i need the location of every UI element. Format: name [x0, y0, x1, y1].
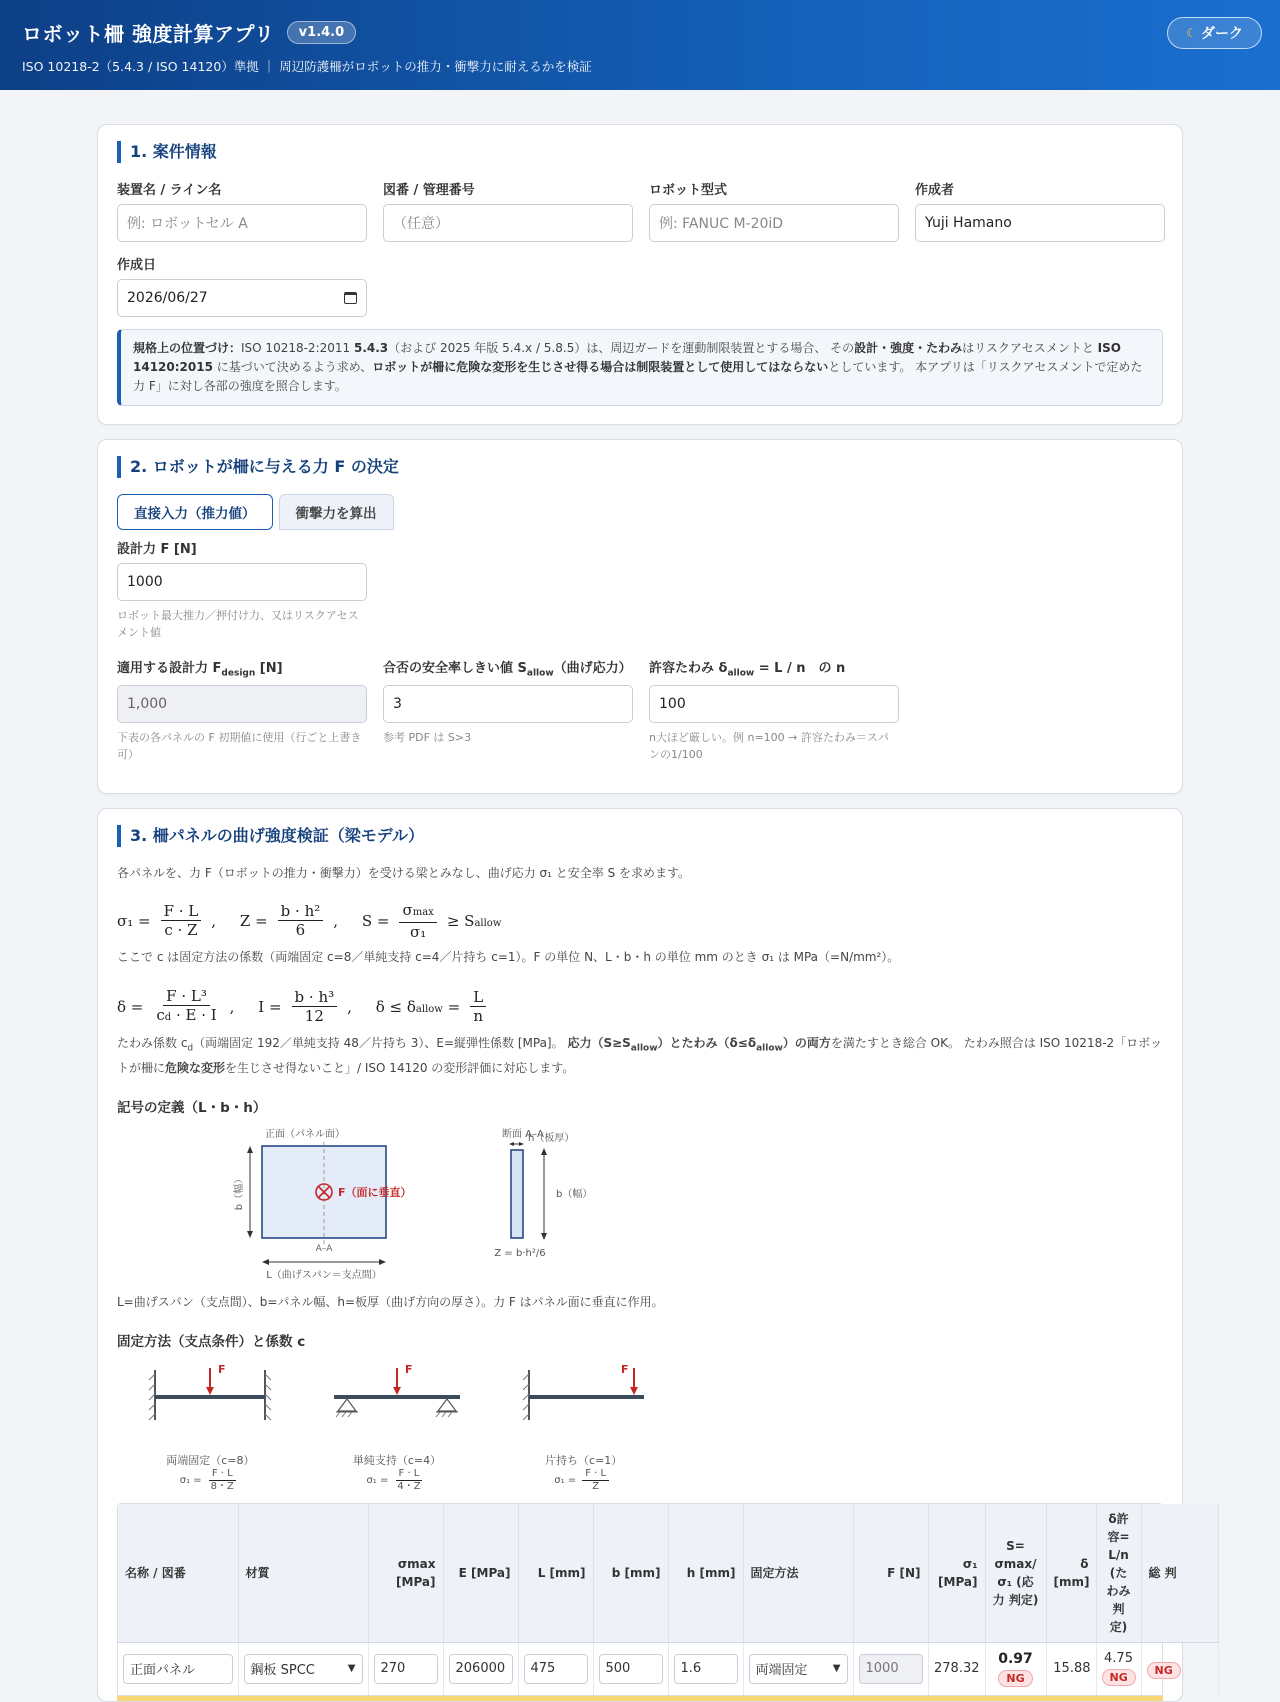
date-label: 作成日 [117, 258, 157, 273]
author-label: 作成者 [915, 183, 955, 198]
deflection-formula: δ = $\frac{\text{F · L³}}{cd \cdot E \cdot I}$ , I = $\frac{\text{b · h³}}{12}$ , δ ≤ δallow = $\frac{L}{n}$ [117, 987, 1163, 1027]
author-input[interactable]: Yuji Hamano [915, 204, 1165, 242]
deflection-label: 許容たわみ $\delta_{allow} = L / n$ の n [649, 661, 846, 679]
b-width-label: b（幅） [556, 1188, 593, 1200]
support-title: 固定方法（支点条件）と係数 c [117, 1333, 306, 1350]
col-safety: S= σmax/ σ₁ (応力 判定) [985, 1504, 1046, 1643]
z-formula-label: Z = b·h²/6 [494, 1247, 546, 1259]
standard-note: 規格上の位置づけ：ISO 10218-2:2011 5.4.3（および 2025 年版 5.4.x / 5.8.5）は、周辺ガードを運動制限装置とする場合、 その設計・強度・たわみはリスクアセスメントと ISO 14120:2015 に基づいて決めるよう求め、ロボットが柵に危険な変形を生じさせ得る場合は制限装置として使用してはならないとしています。 本アプリは「リスクアセスメントで定めた力 F」に対し各部の強度を照合します。 [117, 329, 1163, 406]
deflection-judge-badge: NG [1102, 1669, 1136, 1686]
safety-cell: 0.97 NG [985, 1642, 1046, 1695]
drawing-input[interactable]: （任意） [383, 204, 633, 242]
panel-table [117, 1503, 1177, 1696]
design-force-hint: ロボット最大推力／押付け力、又はリスクアセスメント値 [117, 609, 359, 639]
symbols-note: L=曲げスパン（支点間）、b=パネル幅、h=板厚（曲げ方向の厚さ）。力 F はパネル面に垂直に作用。 [117, 1294, 664, 1309]
chevron-down-icon: ▼ [347, 1663, 356, 1675]
b-input[interactable]: 500 [599, 1654, 663, 1684]
svg-text:F: F [620, 1362, 629, 1376]
support-fixed-fixed: F 両端固定（c=8） σ₁ = $\frac{F \cdot L}{8・Z}$ [117, 1360, 304, 1493]
section-view-label: 断面 A–A [502, 1128, 544, 1140]
panel-name-input[interactable]: 正面パネル [123, 1654, 233, 1684]
design-force-input[interactable]: 1000 [117, 563, 367, 601]
force-label: F（面に垂直） [338, 1185, 412, 1199]
safety-hint: 参考 PDF は S>3 [383, 730, 472, 744]
calendar-icon[interactable] [344, 292, 357, 304]
total-judge-badge: NG [1147, 1662, 1181, 1679]
section-title: 2. ロボットが柵に与える力 F の決定 [117, 456, 1163, 478]
robot-label: ロボット型式 [649, 183, 728, 198]
drawing-label: 図番 / 管理番号 [383, 183, 475, 198]
symbols-title: 記号の定義（L・b・h） [117, 1099, 267, 1116]
moon-icon: ☾ [1186, 26, 1197, 40]
col-fix: 固定方法 [743, 1504, 853, 1643]
device-label: 装置名 / ライン名 [117, 183, 222, 198]
col-delta-allow: δ許 容= L/n (た わみ 判 定) [1096, 1504, 1141, 1643]
col-b: b [mm] [593, 1504, 668, 1643]
date-input[interactable]: 2026/06/27 [117, 279, 367, 317]
app-header [0, 0, 1280, 90]
col-material: 材質 [238, 1504, 368, 1643]
col-total: 総 判 [1141, 1504, 1218, 1643]
aa-label: A–A [315, 1243, 333, 1254]
sigma1-value: 278.32 [928, 1642, 985, 1695]
device-input[interactable]: 例: ロボットセル A [117, 204, 367, 242]
front-view-label: 正面（パネル面） [265, 1128, 345, 1140]
applied-force-value: 1,000 [117, 685, 367, 723]
section-intro: 各パネルを、力 F（ロボットの推力・衝撃力）を受ける梁とみなし、曲げ応力 σ₁ と安全率 S を求めます。 [117, 865, 691, 880]
robot-input[interactable]: 例: FANUC M-20iD [649, 204, 899, 242]
formula-note-2: たわみ係数 $c_d$（両端固定 192／単純支持 48／片持ち 3）、E=縦弾性係数 [MPa]。 応力$(S\ge S_{allow})$とたわみ$(\delta\le\delta_{allow})$の両方を満たすとき総合 OK。 たわみ照合は ISO 10218-2「ロボットが柵に危険な変形を生じさせ得ないこと」/ ISO 14120 の変形評価に対応します。 [117, 1035, 1163, 1075]
tab-impact-calc[interactable]: 衝撃力を算出 [279, 494, 394, 530]
col-name: 名称 / 図番 [118, 1504, 238, 1643]
col-smax: σmax [MPa] [368, 1504, 443, 1643]
material-select[interactable]: 鋼板 SPCC ▼ [244, 1654, 363, 1684]
total-cell [1141, 1642, 1218, 1695]
l-input[interactable]: 475 [524, 1654, 588, 1684]
col-l: L [mm] [518, 1504, 593, 1643]
deflection-hint: n大ほど厳しい。例 n=100 → 許容たわみ＝スパンの1/100 [649, 730, 889, 761]
delta-value: 15.88 [1046, 1642, 1096, 1695]
col-f: F [N] [853, 1504, 928, 1643]
warning-strip [117, 1696, 1163, 1701]
col-h: h [mm] [668, 1504, 743, 1643]
b-width-vertical-label: b（幅） [234, 1173, 245, 1211]
h-thickness-label: h（板厚） [528, 1132, 575, 1144]
f-input[interactable]: 1000 [859, 1654, 923, 1684]
app-title: ロボット柵 強度計算アプリ [22, 22, 275, 46]
h-input[interactable]: 1.6 [674, 1654, 738, 1684]
fix-method-select[interactable]: 両端固定 ▼ [749, 1654, 848, 1684]
app-subtitle: ISO 10218-2（5.4.3 / ISO 14120）準拠 ｜ 周辺防護柵がロボットの推力・衝撃力に耐えるかを検証 [22, 59, 592, 74]
dark-mode-button[interactable]: ☾ ダーク [1167, 17, 1262, 49]
support-diagrams [117, 1360, 677, 1493]
svg-text:F: F [405, 1362, 413, 1376]
col-e: E [MPa] [443, 1504, 518, 1643]
e-input[interactable]: 206000 [449, 1654, 513, 1684]
chevron-down-icon: ▼ [832, 1663, 841, 1675]
formula-note-1: ここで c は固定方法の係数（両端固定 c=8／単純支持 c=4／片持ち c=1）。F の単位 N、L・b・h の単位 mm のとき σ₁ は MPa（=N/mm²）。 [117, 949, 900, 964]
force-card [97, 439, 1183, 794]
support-simple: F 単純支持（c=4） σ₁ = $\frac{F \cdot L}{4・Z}$ [304, 1360, 491, 1493]
smax-input[interactable]: 270 [374, 1654, 438, 1684]
applied-force-label: 適用する設計力 $F_{design}$ [N] [117, 661, 283, 679]
project-info-card [97, 124, 1183, 425]
design-force-label: 設計力 F [N] [117, 542, 197, 557]
symbols-diagram [172, 1126, 632, 1286]
section-title: 1. 案件情報 [117, 141, 1163, 163]
table-row [118, 1642, 1218, 1695]
stress-judge-badge: NG [998, 1670, 1032, 1687]
stress-formula: σ₁ = $\frac{F \cdot L}{c \cdot Z}$ , Z = $\frac{\text{b · h²}}{6}$ , S = $\frac{\sigma\max}{\text{σ₁}}$ ≥ Sallow [117, 900, 502, 941]
section-title: 3. 柵パネルの曲げ強度検証（梁モデル） [117, 825, 1163, 847]
span-label: L（曲げスパン＝支点間） [266, 1269, 382, 1281]
panel-section-view [511, 1150, 523, 1238]
tab-direct-input[interactable]: 直接入力（推力値） [117, 494, 273, 530]
safety-label: 合否の安全率しきい値 $S_{allow}$（曲げ応力） [383, 661, 632, 679]
col-sigma1: σ₁ [MPa] [928, 1504, 985, 1643]
panel-check-card [97, 808, 1183, 1702]
col-delta: δ [mm] [1046, 1504, 1096, 1643]
deflection-n-input[interactable]: 100 [649, 685, 899, 723]
svg-text:F: F [218, 1362, 226, 1376]
delta-allow-cell: 4.75 NG [1096, 1642, 1141, 1695]
applied-force-hint: 下表の各パネルの F 初期値に使用（行ごと上書き可） [117, 730, 362, 761]
support-cantilever: F 片持ち（c=1） σ₁ = $\frac{F \cdot L}{Z}$ [490, 1360, 677, 1493]
safety-threshold-input[interactable]: 3 [383, 685, 633, 723]
version-badge: v1.4.0 [287, 21, 357, 44]
